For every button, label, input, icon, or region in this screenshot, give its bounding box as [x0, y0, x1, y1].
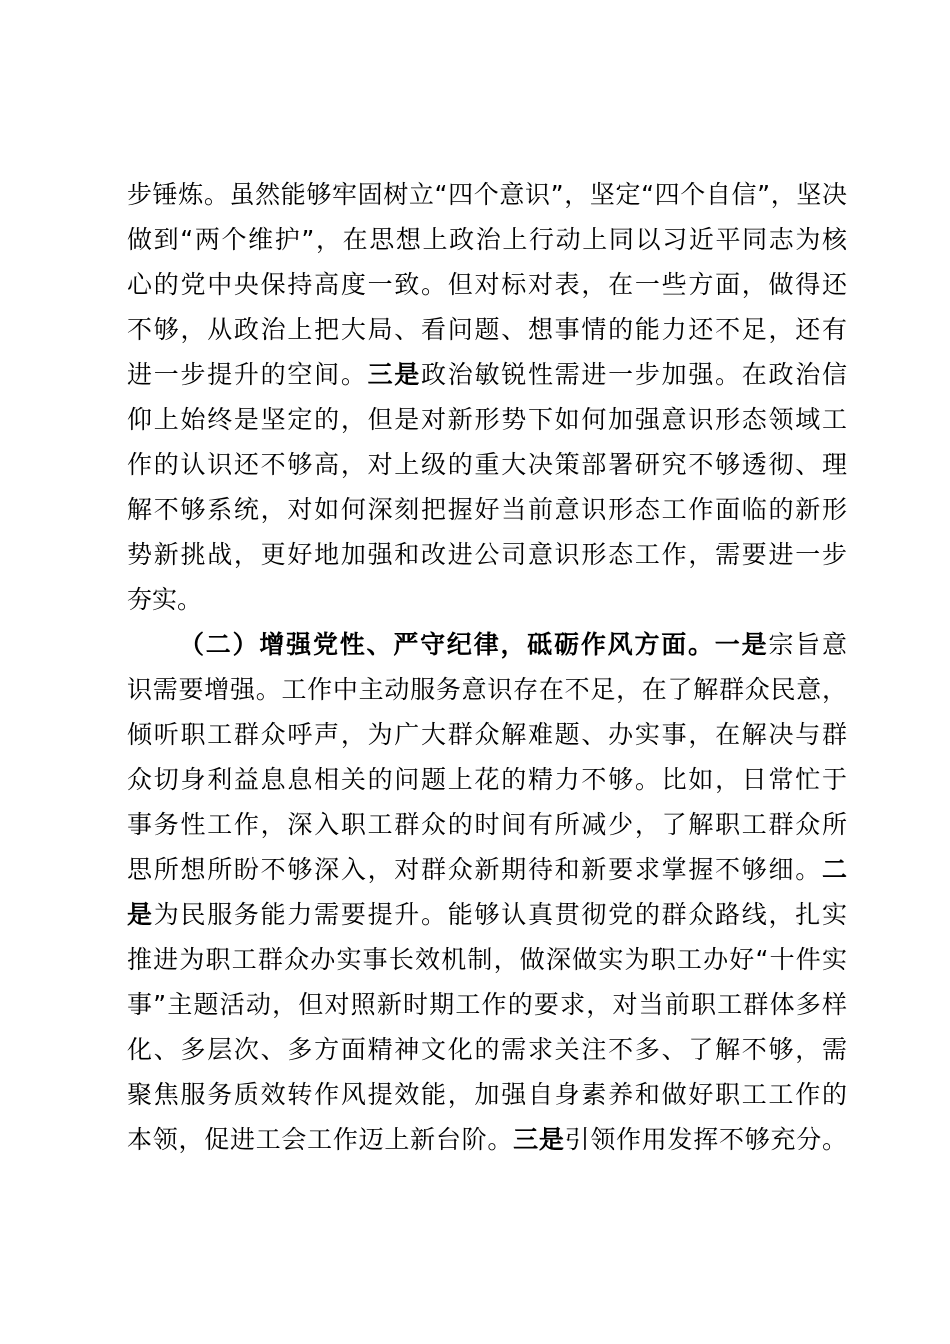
- line-text: 仰上始终是坚定的，但是对新形势下如何加强意识形态领域工: [127, 405, 847, 434]
- text-line-3: [127, 262, 847, 307]
- text-line-20: [127, 1027, 847, 1072]
- line-text: 为民服务能力需要提升。能够认真贯彻党的群众路线，扎实: [153, 900, 847, 929]
- text-line-13: [127, 712, 847, 757]
- section-heading-line: [127, 622, 847, 667]
- bold-marker: 三是: [513, 1125, 565, 1154]
- text-line-8: [127, 487, 847, 532]
- text-line-12: [127, 667, 847, 712]
- line-text: 引领作用发挥不够充分。: [564, 1125, 847, 1154]
- line-text: 做到“两个维护”，在思想上政治上行动上同以习近平同志为核: [127, 225, 847, 254]
- text-line-5: [127, 352, 847, 397]
- line-text: 解不够系统，对如何深刻把握好当前意识形态工作面临的新形: [127, 495, 847, 524]
- text-line-22: [127, 1117, 847, 1162]
- body-text: [127, 172, 847, 1162]
- text-line-7: [127, 442, 847, 487]
- line-text: 宗旨意: [768, 630, 847, 659]
- text-line-21: [127, 1072, 847, 1117]
- text-line-14: [127, 757, 847, 802]
- line-text: 本领，促进工会工作迈上新台阶。: [127, 1125, 514, 1154]
- text-line-17: [127, 892, 847, 937]
- text-line-2: [127, 217, 847, 262]
- line-text: 众切身利益息息相关的问题上花的精力不够。比如，日常忙于: [127, 765, 847, 794]
- line-text: 思所想所盼不够深入，对群众新期待和新要求掌握不够细。: [127, 855, 822, 884]
- text-line-10: [127, 577, 847, 622]
- text-line-15: [127, 802, 847, 847]
- line-text: 化、多层次、多方面精神文化的需求关注不多、了解不够，需: [127, 1035, 847, 1064]
- line-text: 聚焦服务质效转作风提效能，加强自身素养和做好职工工作的: [127, 1080, 847, 1109]
- text-line-16: [127, 847, 847, 892]
- line-text: 推进为职工群众办实事长效机制，做深做实为职工办好“十件实: [127, 945, 847, 974]
- bold-marker: 是: [127, 900, 154, 929]
- bold-marker: 二: [821, 855, 847, 884]
- text-line-9: [127, 532, 847, 577]
- section-heading: （二）增强党性、严守纪律，砥砺作风方面。一是: [179, 630, 769, 659]
- line-text: 倾听职工群众呼声，为广大群众解难题、办实事，在解决与群: [127, 720, 847, 749]
- line-text: 势新挑战，更好地加强和改进公司意识形态工作，需要进一步: [127, 540, 847, 569]
- line-text: 事”主题活动，但对照新时期工作的要求，对当前职工群体多样: [127, 990, 847, 1019]
- line-text: 事务性工作，深入职工群众的时间有所减少，了解职工群众所: [127, 810, 847, 839]
- line-text: 不够，从政治上把大局、看问题、想事情的能力还不足，还有: [127, 315, 847, 344]
- bold-marker: 三是: [367, 360, 422, 389]
- text-line-1: [127, 172, 847, 217]
- text-line-18: [127, 937, 847, 982]
- text-line-6: [127, 397, 847, 442]
- line-text: 夯实。: [127, 585, 203, 614]
- line-text: 识需要增强。工作中主动服务意识存在不足，在了解群众民意，: [127, 675, 847, 704]
- line-text: 进一步提升的空间。: [127, 360, 368, 389]
- line-text: 步锤炼。虽然能够牢固树立“四个意识”，坚定“四个自信”，坚决: [127, 180, 847, 209]
- text-line-4: [127, 307, 847, 352]
- line-text: 心的党中央保持高度一致。但对标对表，在一些方面，做得还: [127, 270, 847, 299]
- line-text: 作的认识还不够高，对上级的重大决策部署研究不够透彻、理: [127, 450, 847, 479]
- text-line-19: [127, 982, 847, 1027]
- line-text: 政治敏锐性需进一步加强。在政治信: [421, 360, 847, 389]
